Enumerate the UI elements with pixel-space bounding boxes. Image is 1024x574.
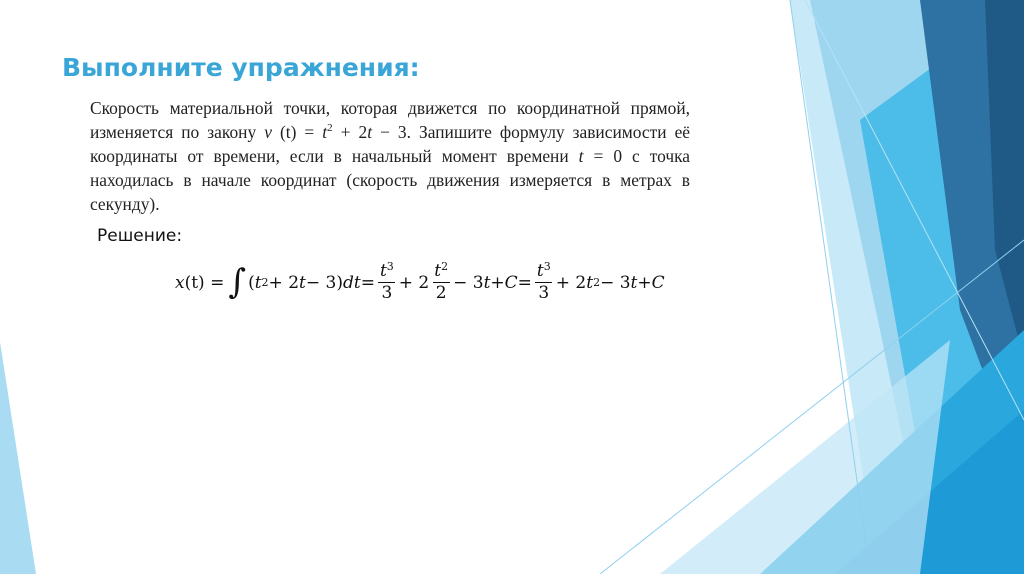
problem-text: Скорость материальной точки, которая движется по координатной прямой, изменяется по закону v $(t) = t^2 + 2t - 3$. Запишите формулу зависимости её координаты от времени, если в начальный момент времени t = 0 с точка находилась в начале координат (скорость движения измеряется в метрах в секунду). xyxy=(90,98,691,214)
slide-title: Выполните упражнения: xyxy=(62,53,420,82)
integral-sign: ∫ xyxy=(228,261,247,302)
fraction-t3-over-3-second: $\frac{t^3}{3}$ xyxy=(536,260,551,303)
solution-formula: x (t) = ∫ ( t 2 + 2 t − 3) dt = $\frac{t^3}{3}$ + 2 $\frac{t^2}{2}$ − 3 t + C = $\frac{t^3}{3}$ + 2 t 2 − 3 t + C xyxy=(175,260,665,303)
solution-label: Решение: xyxy=(97,226,183,246)
fraction-t3-over-3: $\frac{t^3}{3}$ xyxy=(379,260,394,303)
fraction-t2-over-2: $\frac{t^2}{2}$ xyxy=(434,260,449,303)
left-accent-shape xyxy=(0,342,36,574)
lower-light-triangle xyxy=(660,340,950,574)
